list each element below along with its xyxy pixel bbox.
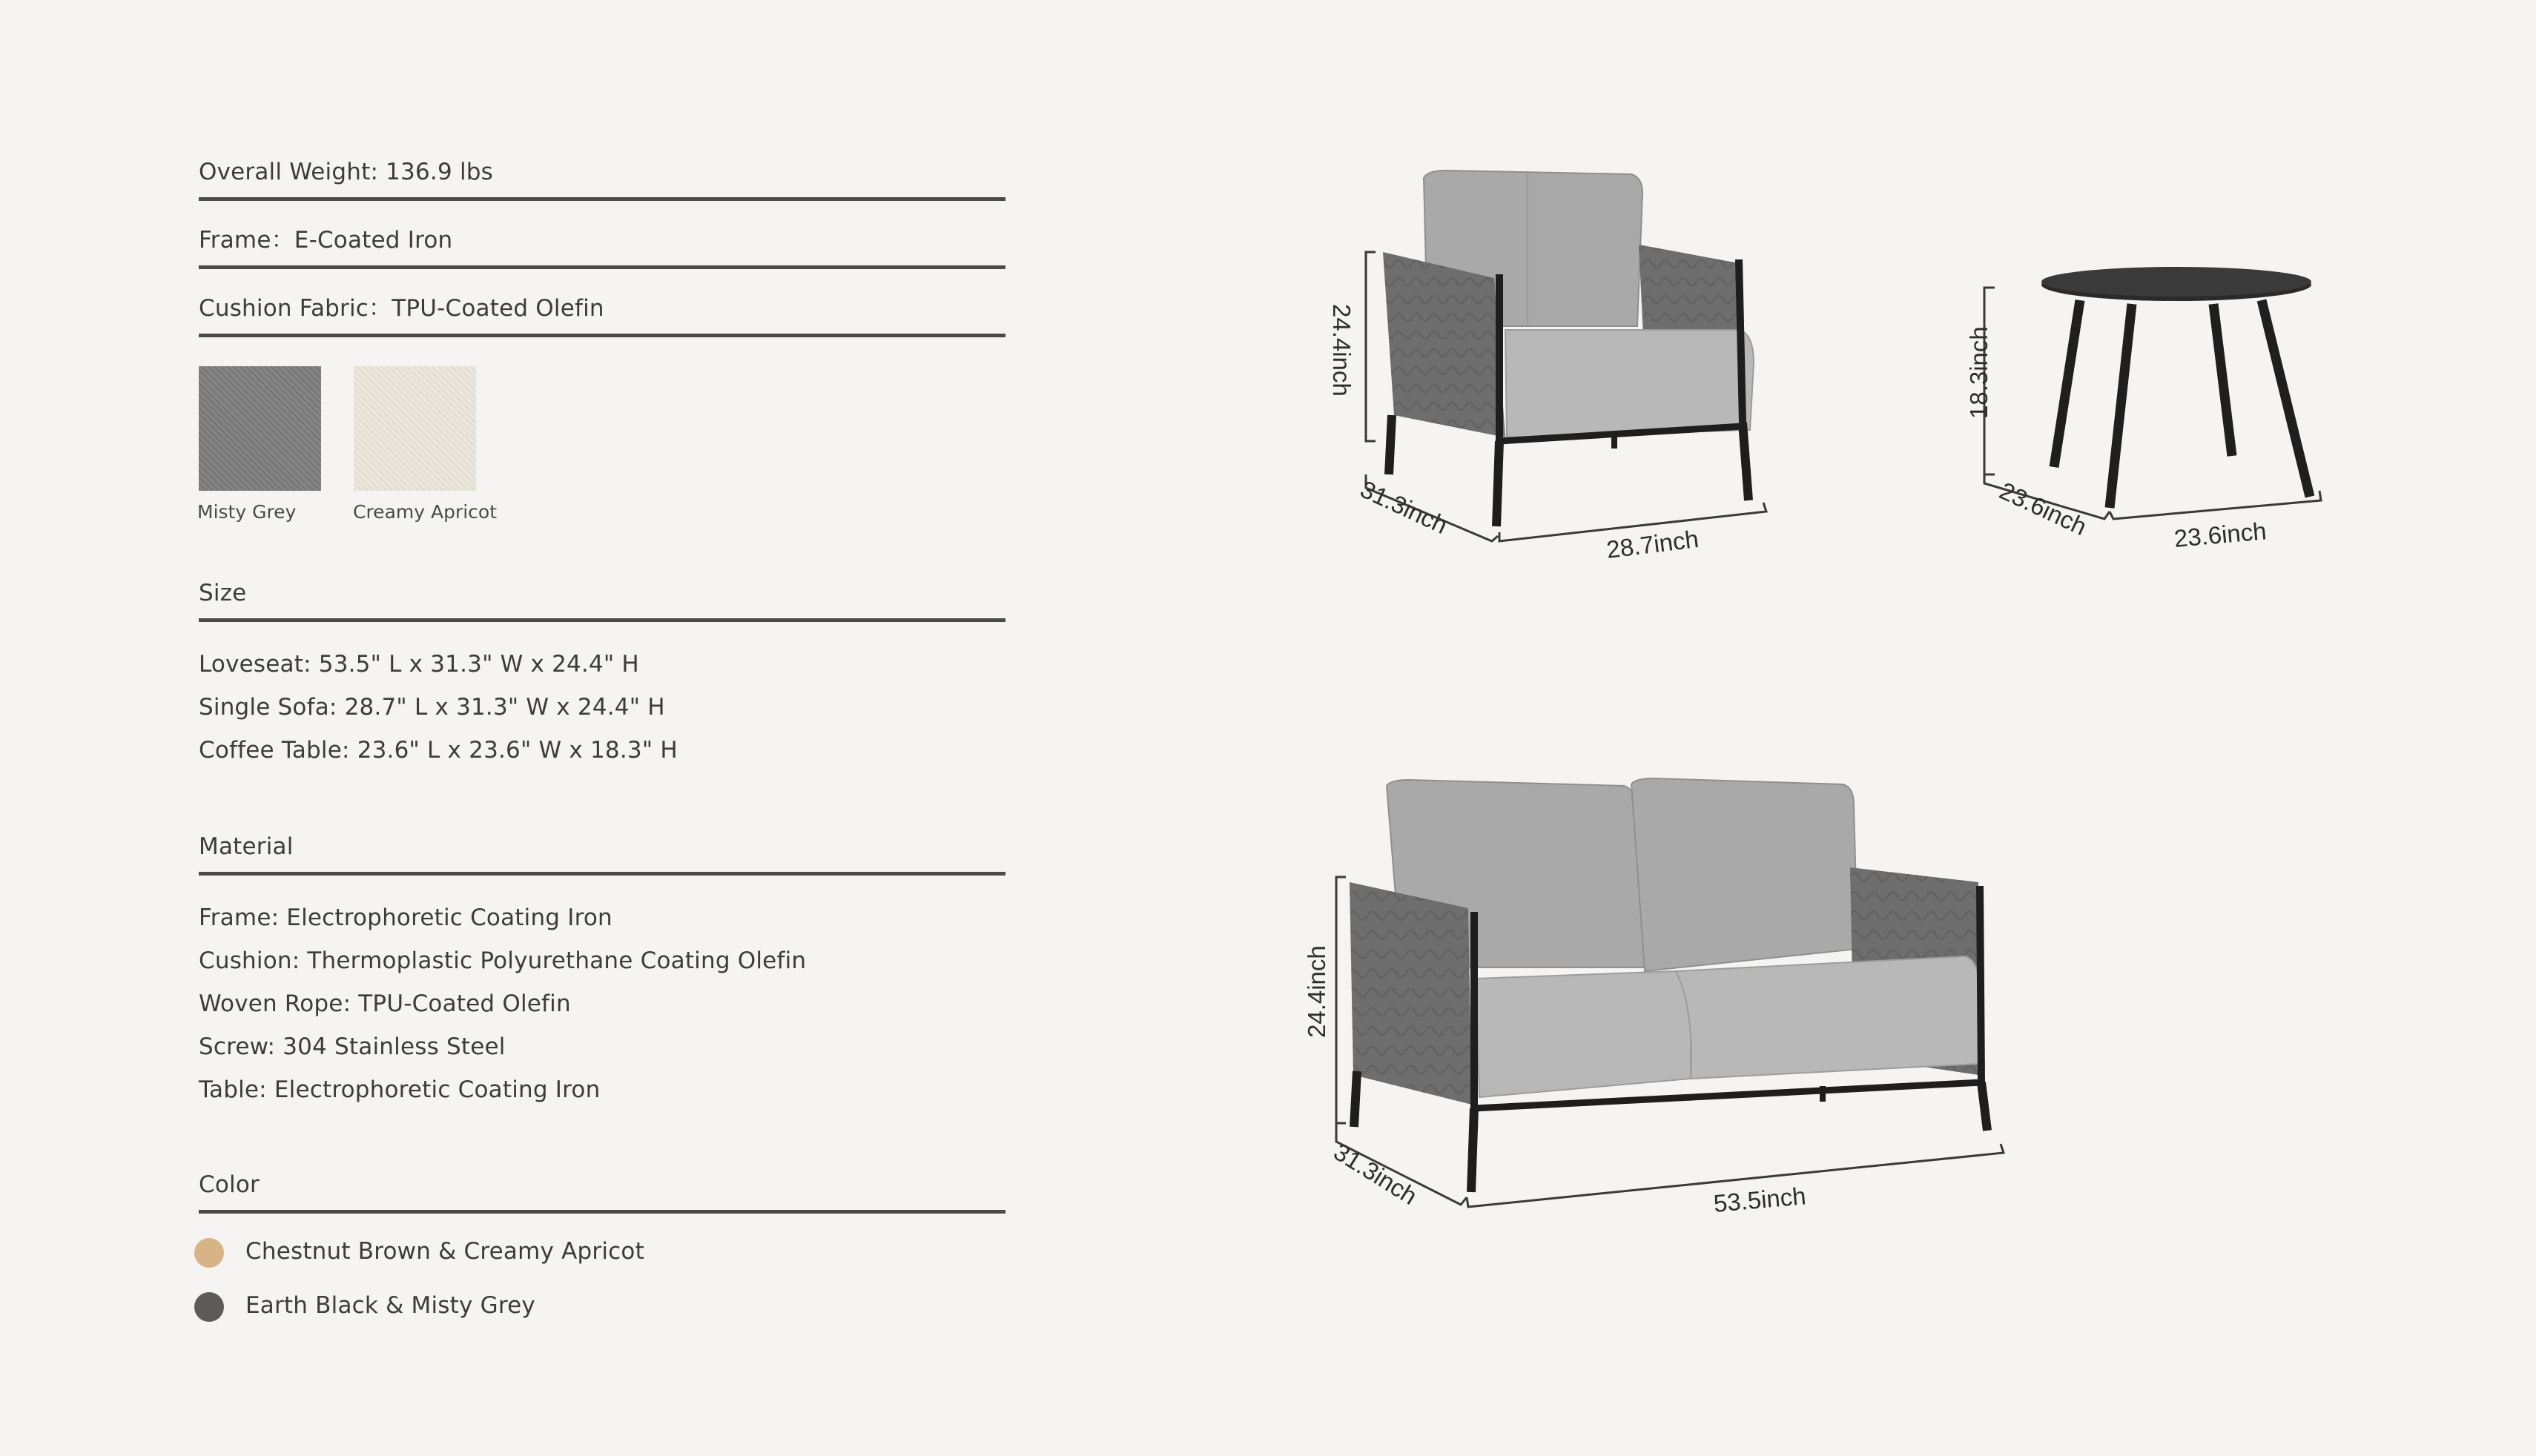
misty-grey-label: Misty Grey [197, 501, 297, 523]
loveseat-width-label: 53.5inch [1712, 1182, 1807, 1217]
size-loveseat: Loveseat: 53.5" L x 31.3" W x 24.4" H [199, 651, 639, 678]
single-sofa-height-label: 24.4inch [1328, 304, 1355, 397]
creamy-apricot-label: Creamy Apricot [353, 501, 498, 523]
overall-weight: Overall Weight: 136.9 lbs [199, 157, 1006, 201]
cushion-fabric-spec: Cushion Fabric：TPU-Coated Olefin [199, 294, 1006, 337]
loveseat-height-label: 24.4inch [1303, 945, 1330, 1038]
frame-spec: Frame：E-Coated Iron [199, 225, 1006, 269]
single-sofa-width-label: 28.7inch [1605, 525, 1700, 563]
loveseat-illustration [1290, 771, 2017, 1231]
size-single-sofa: Single Sofa: 28.7" L x 31.3" W x 24.4" H [199, 694, 665, 721]
material-heading: Material [199, 832, 1006, 876]
earth-black-dot [194, 1292, 224, 1322]
creamy-apricot-swatch [354, 366, 476, 491]
material-woven-rope: Woven Rope: TPU-Coated Olefin [199, 990, 571, 1017]
coffee-table-illustration [1958, 252, 2343, 563]
color-option-earth-black: Earth Black & Misty Grey [245, 1292, 535, 1319]
material-table: Table: Electrophoretic Coating Iron [199, 1076, 601, 1103]
color-heading: Color [199, 1170, 1006, 1214]
single-sofa-depth-label: 31.3inch [1356, 474, 1452, 540]
material-cushion: Cushion: Thermoplastic Polyurethane Coating Olefin [199, 947, 807, 974]
chestnut-brown-dot [194, 1238, 224, 1268]
table-depth-label: 23.6inch [1995, 476, 2091, 541]
loveseat-depth-label: 31.3inch [1329, 1137, 1422, 1211]
table-height-label: 18.3inch [1965, 326, 1992, 419]
color-option-chestnut: Chestnut Brown & Creamy Apricot [245, 1238, 644, 1265]
material-screw: Screw: 304 Stainless Steel [199, 1033, 506, 1060]
single-sofa-illustration [1305, 148, 1794, 578]
size-heading: Size [199, 578, 1006, 622]
material-frame: Frame: Electrophoretic Coating Iron [199, 904, 612, 931]
table-width-label: 23.6inch [2173, 517, 2268, 552]
size-coffee-table: Coffee Table: 23.6" L x 23.6" W x 18.3" H [199, 737, 678, 764]
misty-grey-swatch [199, 366, 321, 491]
